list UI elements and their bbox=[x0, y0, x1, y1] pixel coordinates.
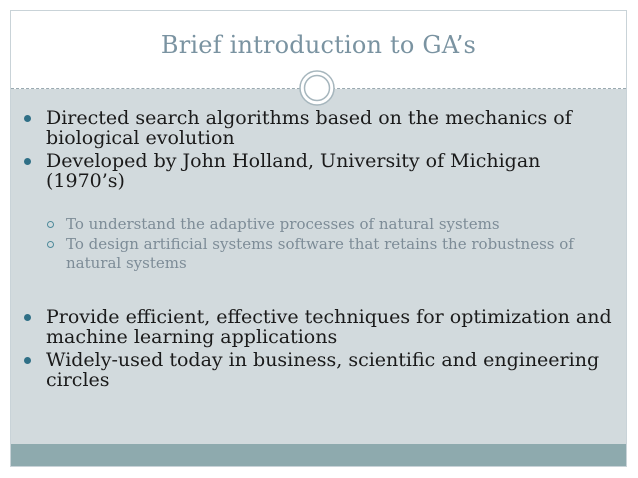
sub-bullet-icon bbox=[47, 241, 54, 248]
double-circle-ornament-icon bbox=[299, 70, 335, 106]
bullet-text: Directed search algorithms based on the mechanics of biological evolution bbox=[46, 107, 572, 149]
bullet-icon bbox=[24, 314, 31, 321]
bullet-text: Developed by John Holland, University of Michigan (1970’s) bbox=[46, 150, 541, 192]
footer-bar bbox=[11, 444, 626, 466]
bullet-item bbox=[22, 151, 617, 191]
bullet-text: Widely-used today in business, scientific and engineering circles bbox=[46, 349, 600, 391]
bullet-icon bbox=[24, 357, 31, 364]
bullet-item bbox=[22, 108, 617, 148]
bullet-item bbox=[22, 350, 617, 390]
slide-title: Brief introduction to GA’s bbox=[160, 31, 477, 59]
sub-bullet-text: To design artificial systems software that retains the robustness of natural systems bbox=[66, 235, 574, 272]
bullet-item bbox=[22, 307, 617, 347]
sub-bullet-text: To understand the adaptive processes of natural systems bbox=[66, 215, 500, 233]
bullet-list bbox=[22, 108, 617, 390]
sub-bullet-icon bbox=[47, 221, 54, 228]
sub-bullet-item bbox=[22, 215, 617, 234]
bullet-text: Provide efficient, effective techniques for optimization and machine learning applications bbox=[46, 306, 612, 348]
sub-bullet-item bbox=[22, 235, 617, 273]
bullet-icon bbox=[24, 115, 31, 122]
bullet-icon bbox=[24, 158, 31, 165]
